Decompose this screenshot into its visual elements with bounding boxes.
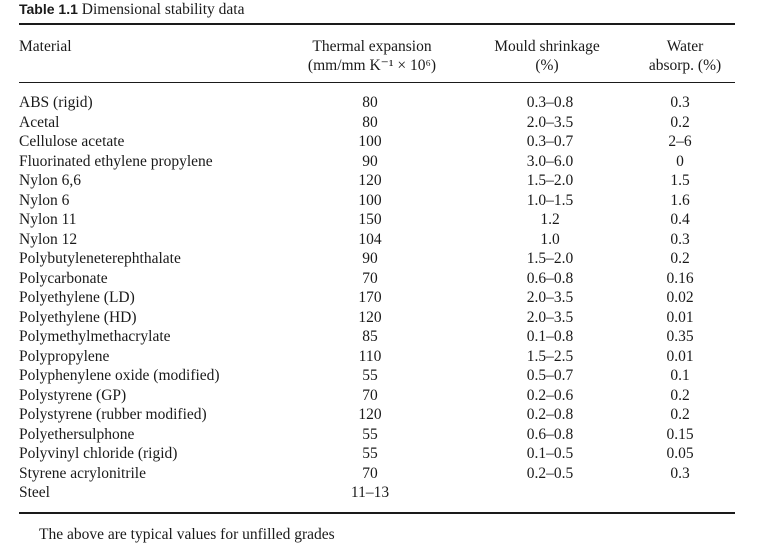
table-row [0,113,768,133]
cell-material: Nylon 6,6 [19,172,81,189]
table-row [0,230,768,250]
cell-material: Acetal [19,113,60,131]
cell-material: Polycarbonate [19,269,108,287]
cell-mould-shrinkage: 1.0–1.5 [526,191,574,209]
cell-mould-shrinkage: 1.5–2.5 [526,347,574,365]
cell-thermal-expansion: 150 [358,211,382,228]
table-row [0,132,768,152]
cell-thermal-expansion: 170 [358,289,382,306]
table-footnote: The above are typical values for unfilled grades [39,526,335,543]
cell-thermal-expansion: 70 [362,386,378,404]
table-row [0,444,768,464]
cell-thermal-expansion: 120 [358,172,382,189]
cell-material: Polypropylene [19,347,110,365]
table-label: Table 1.1 [19,1,78,17]
cell-material: Nylon 6 [19,191,70,209]
cell-water-absorption: 0.2 [670,406,690,423]
cell-water-absorption: 0.16 [666,269,694,287]
cell-material: Polyethylene (HD) [19,308,137,326]
cell-material: Cellulose acetate [19,133,125,150]
cell-water-absorption: 2–6 [668,133,692,150]
cell-mould-shrinkage: 2.0–3.5 [526,113,574,131]
cell-mould-shrinkage: 0.1–0.8 [526,328,574,345]
cell-material: Polyphenylene oxide (modified) [19,367,220,384]
cell-mould-shrinkage: 1.5–2.0 [526,172,574,189]
table-row [0,464,768,484]
cell-thermal-expansion: 55 [362,367,378,384]
cell-thermal-expansion: 100 [358,191,382,209]
cell-thermal-expansion: 110 [358,347,382,365]
cell-material: Nylon 12 [19,230,78,248]
cell-mould-shrinkage: 1.0 [540,230,560,248]
table-caption [19,0,245,19]
cell-water-absorption: 0.4 [670,211,690,228]
cell-water-absorption: 0.15 [666,425,694,443]
cell-water-absorption: 0.05 [666,445,694,462]
header-mould-shrinkage [472,37,622,75]
header-water-line1: Water [666,38,704,55]
cell-water-absorption: 0.01 [666,347,694,365]
table-title: Dimensional stability data [81,1,245,18]
cell-thermal-expansion: 90 [362,152,378,170]
cell-mould-shrinkage: 0.1–0.5 [526,445,574,462]
table-row [0,366,768,386]
cell-water-absorption: 1.5 [670,172,690,189]
cell-thermal-expansion: 100 [358,133,382,150]
table-row [0,210,768,230]
cell-thermal-expansion: 120 [358,406,382,423]
header-water-line2: absorp. (%) [648,57,722,74]
cell-mould-shrinkage: 0.5–0.7 [526,367,574,384]
bottom-rule [19,512,735,514]
cell-mould-shrinkage: 0.2–0.8 [526,406,574,423]
table-row [0,386,768,406]
cell-mould-shrinkage: 0.2–0.6 [526,386,574,404]
table-body [0,93,768,503]
cell-water-absorption: 0.01 [666,308,694,326]
cell-water-absorption: 0.2 [670,386,690,404]
cell-material: Steel [19,484,50,501]
cell-water-absorption: 0.3 [670,230,690,248]
cell-thermal-expansion: 120 [358,308,382,326]
cell-material: Polymethylmethacrylate [19,328,171,345]
table-row [0,288,768,308]
cell-material: Fluorinated ethylene propylene [19,152,213,170]
cell-mould-shrinkage: 0.2–0.5 [526,464,574,482]
cell-material: Polybutyleneterephthalate [19,250,181,267]
table-row [0,308,768,328]
cell-thermal-expansion: 70 [362,269,378,287]
table-row [0,249,768,269]
cell-mould-shrinkage: 0.3–0.8 [526,94,574,111]
table-row [0,152,768,172]
cell-thermal-expansion: 80 [362,94,378,111]
cell-material: Polyvinyl chloride (rigid) [19,445,178,462]
cell-mould-shrinkage: 2.0–3.5 [526,308,574,326]
cell-thermal-expansion: 55 [362,445,378,462]
header-thermal-line2: (mm/mm K⁻¹ × 10⁶) [307,57,437,74]
cell-water-absorption: 0.3 [670,94,690,111]
header-thermal-line1: Thermal expansion [312,38,432,55]
cell-mould-shrinkage: 0.6–0.8 [526,269,574,287]
top-rule [19,23,735,25]
cell-material: Polystyrene (rubber modified) [19,406,207,423]
cell-thermal-expansion: 90 [362,250,378,267]
table-row [0,483,768,503]
cell-mould-shrinkage: 2.0–3.5 [526,289,574,306]
cell-thermal-expansion: 70 [362,464,378,482]
cell-thermal-expansion: 11–13 [350,484,390,501]
cell-mould-shrinkage: 0.6–0.8 [526,425,574,443]
header-water-absorption [630,37,740,75]
table-row [0,269,768,289]
cell-mould-shrinkage: 1.5–2.0 [526,250,574,267]
cell-material: Polyethylene (LD) [19,289,135,306]
cell-material: ABS (rigid) [19,94,93,111]
header-rule [19,82,735,83]
cell-water-absorption: 0 [676,152,684,170]
table-row [0,425,768,445]
cell-material: Polyethersulphone [19,425,135,443]
cell-thermal-expansion: 85 [362,328,378,345]
header-material [19,37,72,56]
header-mould-line2: (%) [535,57,559,74]
table-row [0,171,768,191]
cell-thermal-expansion: 80 [362,113,378,131]
cell-water-absorption: 0.02 [666,289,694,306]
cell-mould-shrinkage: 1.2 [540,211,560,228]
header-thermal-expansion [282,37,462,75]
table-row [0,347,768,367]
cell-thermal-expansion: 55 [362,425,378,443]
cell-thermal-expansion: 104 [358,230,382,248]
cell-water-absorption: 0.2 [670,250,690,267]
table-row [0,93,768,113]
header-material-label: Material [19,38,72,55]
cell-water-absorption: 0.35 [666,328,694,345]
cell-water-absorption: 0.1 [670,367,690,384]
cell-water-absorption: 0.2 [670,113,690,131]
table-row [0,327,768,347]
cell-water-absorption: 0.3 [670,464,690,482]
table-row [0,191,768,211]
cell-material: Polystyrene (GP) [19,386,127,404]
cell-mould-shrinkage: 3.0–6.0 [526,152,574,170]
table-row [0,405,768,425]
cell-mould-shrinkage: 0.3–0.7 [526,133,574,150]
header-mould-line1: Mould shrinkage [494,38,600,55]
cell-material: Styrene acrylonitrile [19,464,146,482]
cell-water-absorption: 1.6 [670,191,690,209]
cell-material: Nylon 11 [19,211,77,228]
